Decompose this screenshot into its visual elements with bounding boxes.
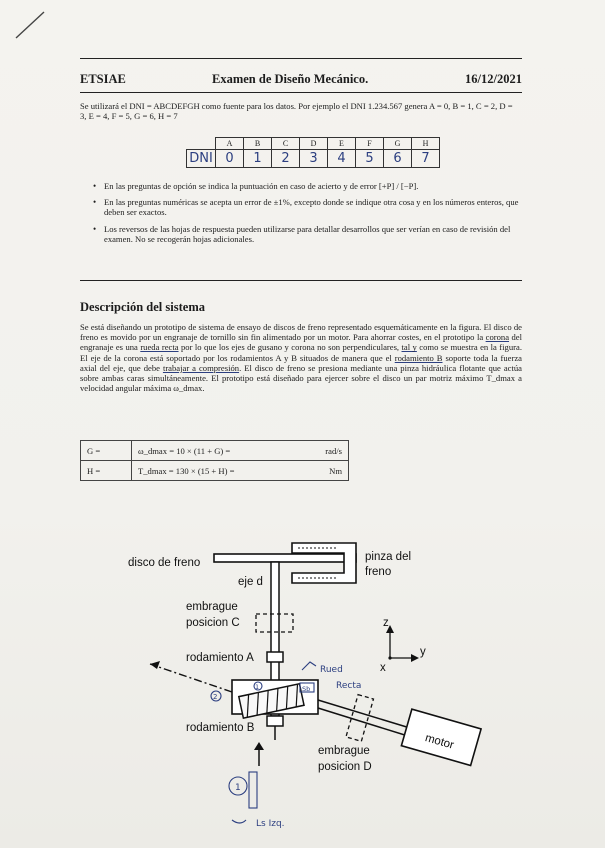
desc-text: como se muestra en la figura. El eje de la corona está soportado por los rodamientos A y B situados de manera que el (80, 342, 522, 363)
label-rodamiento-a: rodamiento A (186, 652, 254, 664)
label-axis-z: z (383, 617, 389, 629)
underlined-term: rodamiento B (394, 352, 443, 363)
dni-digit: 0 (216, 150, 244, 168)
label-embrague-d-2: posicion D (318, 761, 372, 773)
desc-text: soporte toda la fuerza axial del eje, que debe (80, 352, 522, 373)
note-circle-1: 1 (255, 683, 260, 691)
desc-text: Se está diseñando un prototipo de sistema de ensayo de discos de freno representado esquemáticamente en la figura. El disco de freno es movido por un engranaje de tornillo sin fin alimentado por un motor. Para ahorrar costes, en el prototipo la (80, 322, 522, 343)
label-embrague-c-2: posicion C (186, 617, 240, 629)
dni-letter: E (328, 138, 356, 150)
note-rueda-1: Rued (320, 665, 343, 675)
note-sb: Sb (302, 685, 311, 693)
coordinate-axes (386, 625, 419, 662)
institution-name: ETSIAE (80, 72, 126, 86)
note-circle-2: 2 (213, 693, 218, 701)
bearing-a (267, 652, 283, 662)
exam-date: 16/12/2021 (465, 72, 522, 86)
brake-disc (214, 554, 356, 562)
intro-text: Se utilizará el DNI = ABCDEFGH como fuente para los datos. Por ejemplo el DNI 1.234.567 genera A = 0, B = 1, C = 2, D = 3, E = 4, F = 5, G = 6, H = 7 (80, 101, 513, 122)
force-arrow-icon (254, 742, 264, 750)
dni-digit: 6 (384, 150, 412, 168)
param-label: H = (81, 461, 132, 481)
axis-arrow-icon (150, 661, 160, 669)
dni-digit: 1 (244, 150, 272, 168)
section-title: Descripción del sistema (80, 300, 205, 314)
bearing-b (267, 716, 283, 726)
pen-mark (16, 12, 44, 38)
label-axis-y: y (420, 646, 426, 658)
bullet-text: En las preguntas numéricas se acepta un error de ±1%, excepto donde se indique otra cosa y en los números enteros, que deben ser exactos. (104, 197, 519, 218)
dni-letter: G (384, 138, 412, 150)
dni-row-label: DNI (187, 150, 216, 168)
bullet-text: En las preguntas de opción se indica la puntuación en caso de acierto y de error [+P] / [−P]. (104, 181, 419, 191)
note-circle-bottom: 1 (235, 783, 241, 793)
dni-digit: 5 (356, 150, 384, 168)
dni-letter: A (216, 138, 244, 150)
bullet-text: Los reversos de las hojas de respuesta pueden utilizarse para detallar desarrollos que ser verían en caso de revisión del examen. No se recogerán hojas adicionales. (104, 223, 511, 244)
dni-letter: H (412, 138, 440, 150)
label-embrague-d-1: embrague (318, 745, 370, 757)
label-disco: disco de freno (128, 557, 201, 569)
dni-letter: D (300, 138, 328, 150)
list-item: • En las preguntas de opción se indica la puntuación en caso de acierto y de error [+P] / [−P]. (93, 181, 419, 191)
list-item: • En las preguntas numéricas se acepta un error de ±1%, excepto donde se indique otra cosa y en los números enteros, que deben ser exactos. (93, 197, 519, 218)
dni-digit: 4 (328, 150, 356, 168)
label-motor: motor (423, 732, 456, 752)
label-pinza-2: freno (365, 566, 392, 578)
underlined-term: trabajar a compresión (162, 362, 240, 373)
underlined-term: corona (485, 332, 510, 343)
note-izq: Ls Izq. (256, 819, 285, 829)
underlined-term: rueda recta (140, 342, 179, 353)
desc-text: por lo que los ejes de gusano y corona no son perpendiculares, (178, 342, 402, 353)
param-label: G = (81, 441, 132, 461)
param-formula: ω_dmax = 10 × (11 + G) = (132, 441, 297, 461)
dni-letter: C (272, 138, 300, 150)
dni-digit: 3 (300, 150, 328, 168)
note-rueda-2: Recta (336, 681, 362, 691)
dni-letter: F (356, 138, 384, 150)
param-unit: rad/s (296, 441, 349, 461)
label-embrague-c-1: embrague (186, 601, 238, 613)
label-pinza-1: pinza del (365, 551, 412, 563)
label-axis-x: x (380, 662, 386, 674)
brake-caliper (292, 543, 356, 583)
label-eje: eje d (238, 576, 263, 588)
exam-title: Examen de Diseño Mecánico. (212, 72, 369, 86)
param-unit: Nm (296, 461, 349, 481)
list-item: • Los reversos de las hojas de respuesta pueden utilizarse para detallar desarrollos que ser verían en caso de revisión del examen. No se recogerán hojas adicionales. (93, 223, 511, 244)
desc-text: del engranaje es una (80, 332, 522, 353)
desc-text: . El disco de freno se presiona mediante una pinza hidráulica flotante que actúa sobre ambas caras simultáneamente. El prototipo está diseñado para ejercer sobre el disco un par motriz máximo T_dmax a velocidad angular máxima ω_dmax. (80, 362, 522, 394)
worm-axis (150, 664, 232, 692)
dni-digit: 2 (272, 150, 300, 168)
label-rodamiento-b: rodamiento B (186, 722, 255, 734)
dni-letter: B (244, 138, 272, 150)
underlined-term: tal y (401, 342, 417, 353)
param-formula: T_dmax = 130 × (15 + H) = (132, 461, 297, 481)
dni-digit: 7 (412, 150, 440, 168)
